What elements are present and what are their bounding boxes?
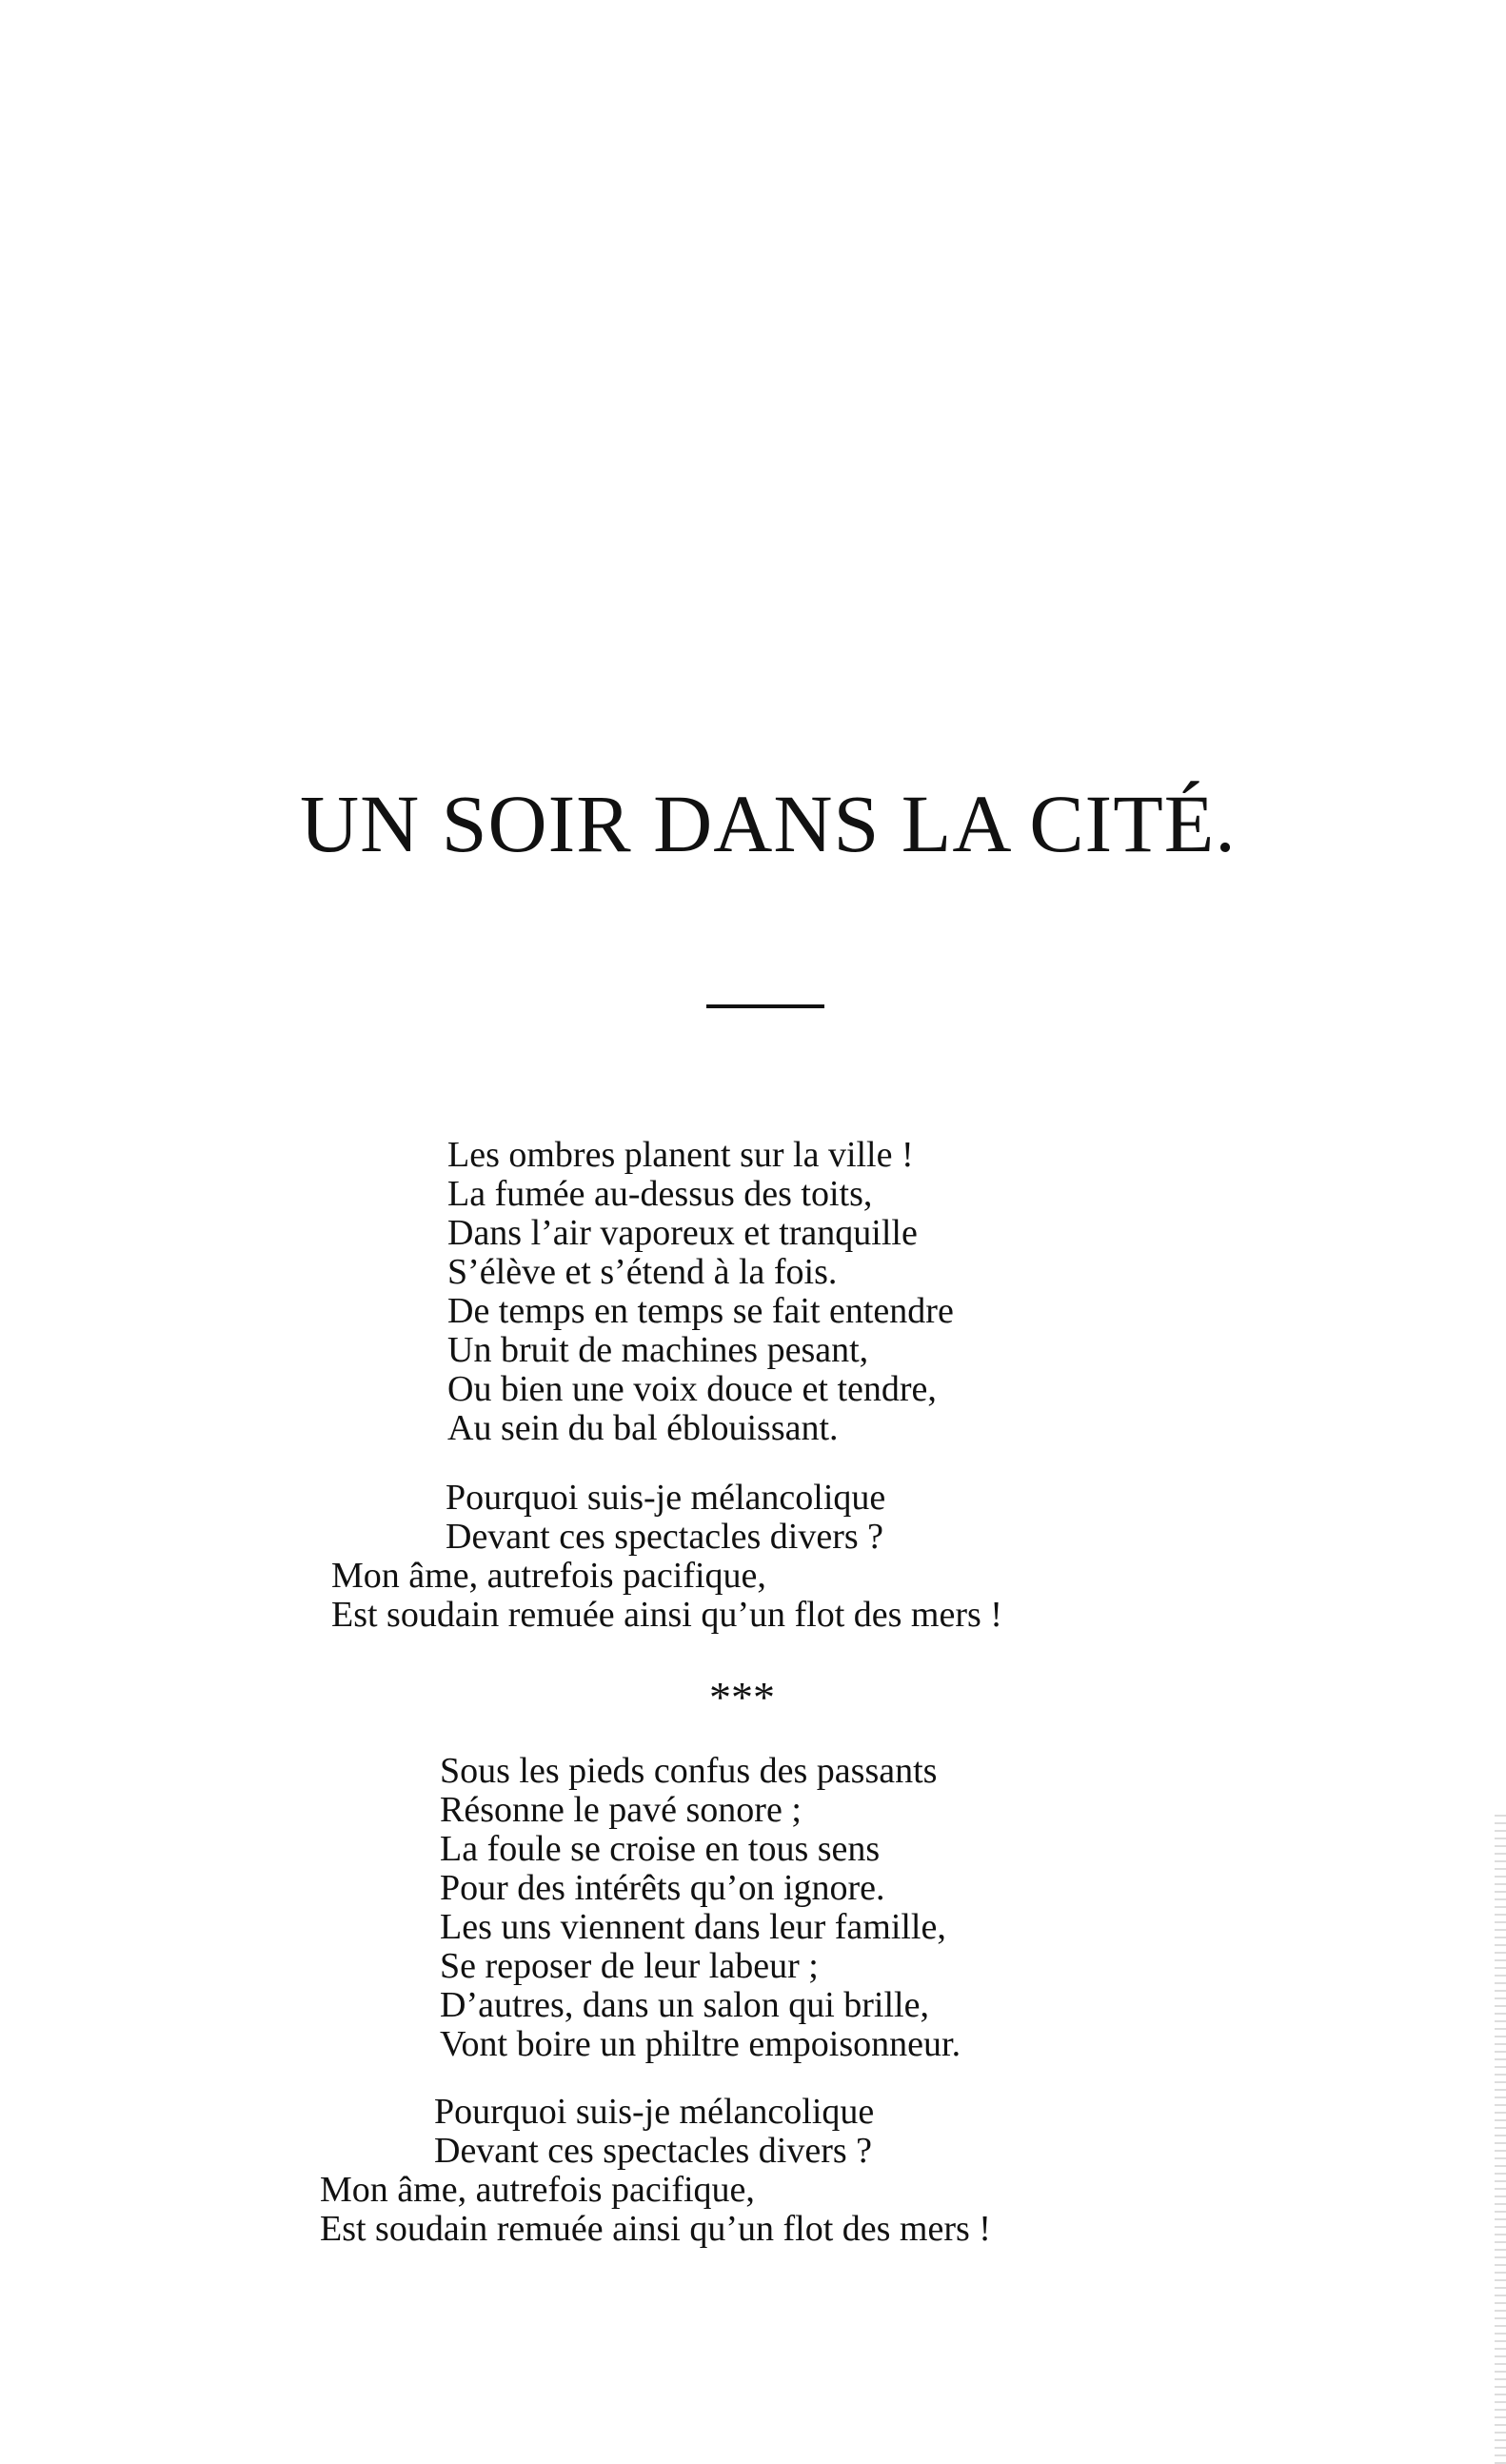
- verse-line: Devant ces spectacles divers ?: [446, 1517, 884, 1557]
- verse-line: Un bruit de machines pesant,: [447, 1330, 869, 1370]
- verse-line: Est soudain remuée ainsi qu’un flot des mers !: [331, 1595, 1002, 1635]
- verse-line: D’autres, dans un salon qui brille,: [440, 1985, 929, 2025]
- stanza-two: [440, 1752, 961, 2064]
- verse-line: Résonne le pavé sonore ;: [440, 1790, 802, 1830]
- verse-line: Pour des intérêts qu’on ignore.: [440, 1868, 885, 1908]
- separator-text: ***: [709, 1673, 775, 1721]
- page-edge-shadow: [1495, 1809, 1506, 2464]
- verse-line: Pourquoi suis-je mélancolique: [446, 1478, 886, 1518]
- refrain-one: [331, 1479, 1002, 1635]
- verse-line: S’élève et s’étend à la fois.: [447, 1252, 838, 1292]
- refrain-two: [320, 2093, 991, 2249]
- verse-line: Vont boire un philtre empoisonneur.: [440, 2024, 961, 2064]
- verse-line: Les ombres planent sur la ville !: [447, 1135, 914, 1175]
- verse-line: Devant ces spectacles divers ?: [434, 2131, 873, 2171]
- verse-line: Au sein du bal éblouissant.: [447, 1408, 839, 1448]
- verse-line: Se reposer de leur labeur ;: [440, 1946, 819, 1986]
- verse-line: Ou bien une voix douce et tendre,: [447, 1369, 937, 1409]
- poem-title: UN SOIR DANS LA CITÉ.: [300, 778, 1237, 869]
- verse-line: Mon âme, autrefois pacifique,: [331, 1556, 766, 1596]
- verse-line: De temps en temps se fait entendre: [447, 1291, 954, 1331]
- verse-line: Sous les pieds confus des passants: [440, 1751, 938, 1791]
- verse-line: La foule se croise en tous sens: [440, 1829, 881, 1869]
- title-rule: [706, 1004, 824, 1008]
- verse-line: Dans l’air vaporeux et tranquille: [447, 1213, 918, 1253]
- stanza-one: [447, 1136, 954, 1448]
- section-separator: [709, 1673, 775, 1721]
- verse-line: Pourquoi suis-je mélancolique: [434, 2092, 875, 2132]
- verse-line: La fumée au-dessus des toits,: [447, 1174, 873, 1214]
- verse-line: Mon âme, autrefois pacifique,: [320, 2170, 755, 2210]
- verse-line: Les uns viennent dans leur famille,: [440, 1907, 946, 1947]
- verse-line: Est soudain remuée ainsi qu’un flot des mers !: [320, 2209, 991, 2249]
